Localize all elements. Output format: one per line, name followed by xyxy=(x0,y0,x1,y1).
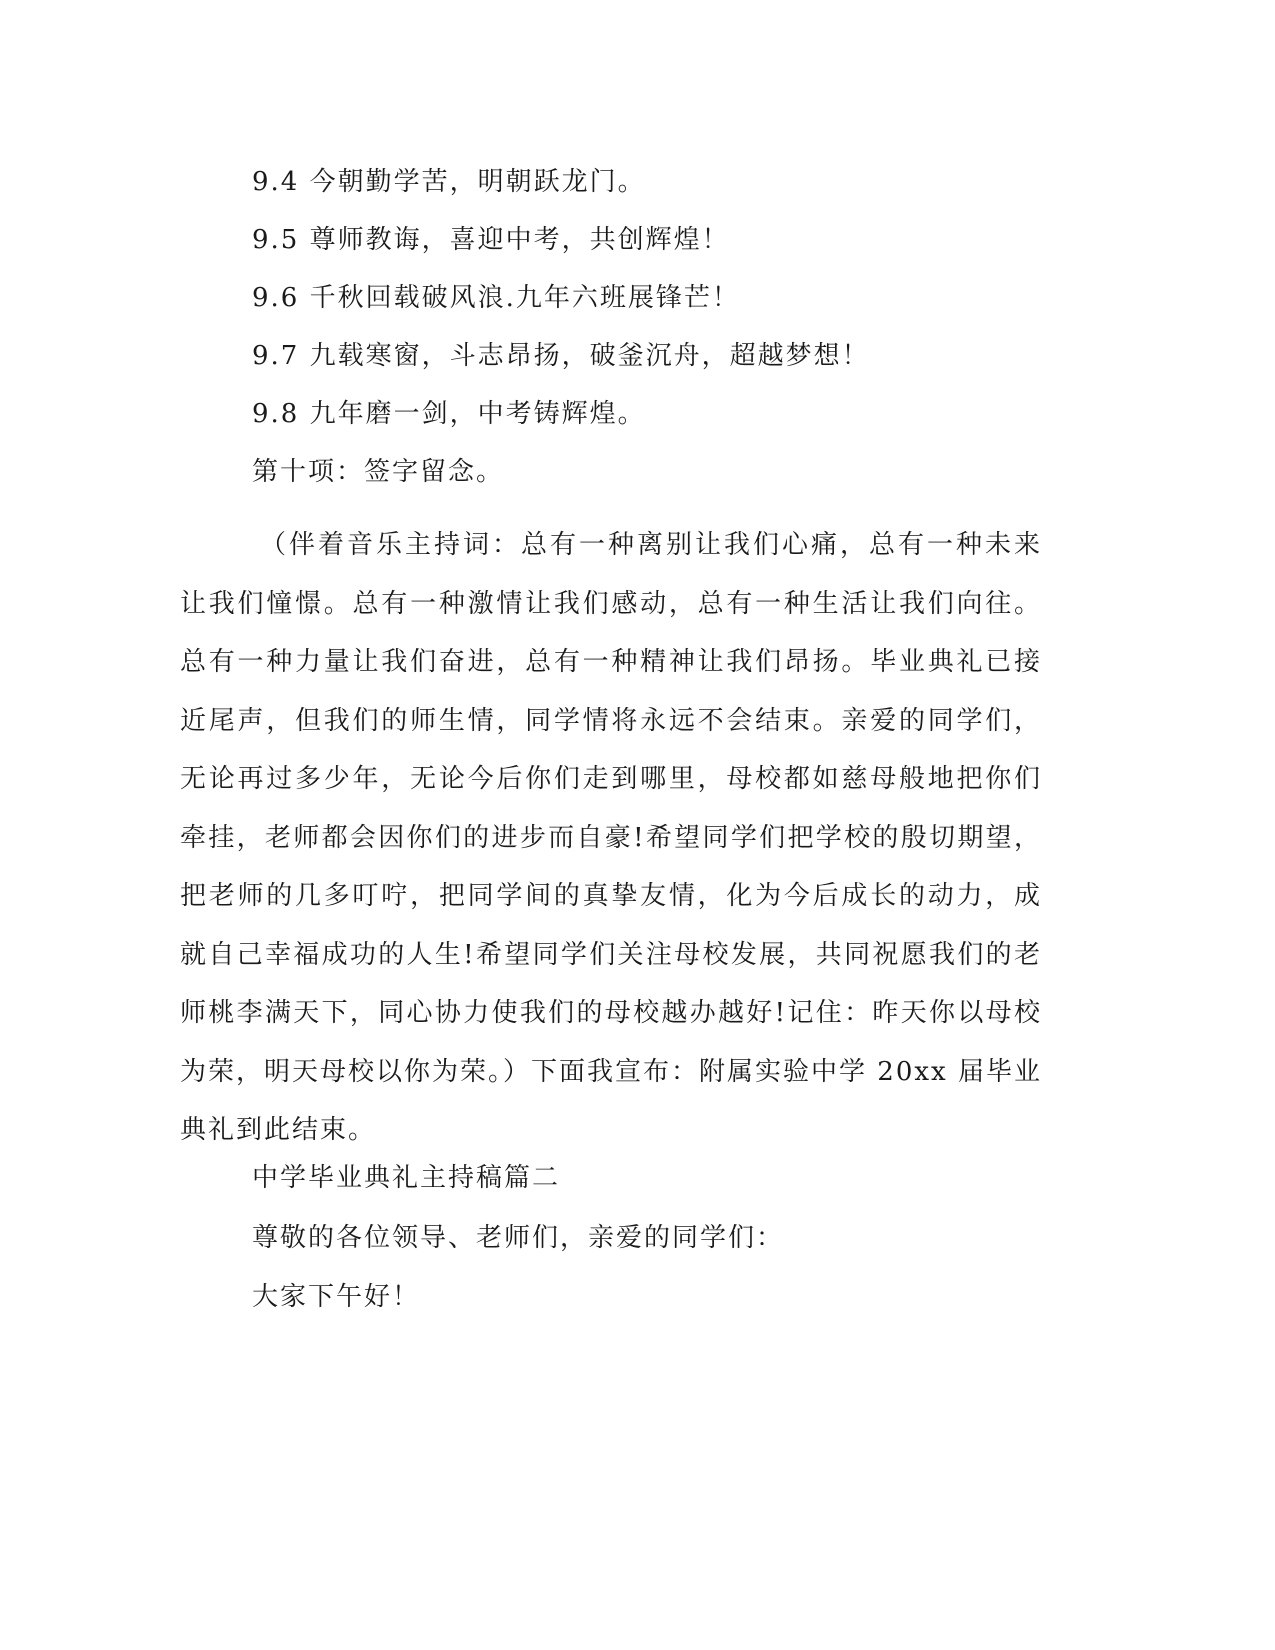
item-ten-heading: 第十项：签字留念。 xyxy=(252,457,505,487)
salutation-line: 大家下午好！ xyxy=(252,1282,421,1312)
closing-remarks-paragraph: （伴着音乐主持词：总有一种离别让我们心痛，总有一种未来让我们憧憬。总有一种激情让我们感动，总有一种生活让我们向往。总有一种力量让我们奋进，总有一种精神让我们昂扬。毕业典礼已接近尾声，但我们的师生情，同学情将永远不会结束。亲爱的同学们，无论再过多少年，无论今后你们走到哪里，母校都如慈母般地把你们牵挂，老师都会因你们的进步而自豪!希望同学们把学校的殷切期望，把老师的几多叮咛，把同学间的真挚友情，化为今后成长的动力，成就自己幸福成功的人生!希望同学们关注母校发展，共同祝愿我们的老师桃李满天下，同心协力使我们的母校越办越好!记住：昨天你以母校为荣，明天母校以你为荣。）下面我宣布：附属实验中学 20xx 届毕业典礼到此结束。 xyxy=(180,530,1042,1145)
slogan-9-8: 9.8 九年磨一剑，中考铸辉煌。 xyxy=(252,399,646,429)
slogan-9-6: 9.6 千秋回载破风浪.九年六班展锋芒！ xyxy=(252,283,740,313)
slogan-9-7: 9.7 九载寒窗，斗志昂扬，破釜沉舟，超越梦想！ xyxy=(252,341,870,371)
slogan-9-4: 9.4 今朝勤学苦，明朝跃龙门。 xyxy=(252,167,646,197)
section-title: 中学毕业典礼主持稿篇二 xyxy=(252,1163,561,1193)
greeting-line: 尊敬的各位领导、老师们，亲爱的同学们： xyxy=(252,1223,785,1253)
closing-remarks-block xyxy=(180,516,1042,1160)
slogan-9-5: 9.5 尊师教诲，喜迎中考，共创辉煌！ xyxy=(252,225,730,255)
